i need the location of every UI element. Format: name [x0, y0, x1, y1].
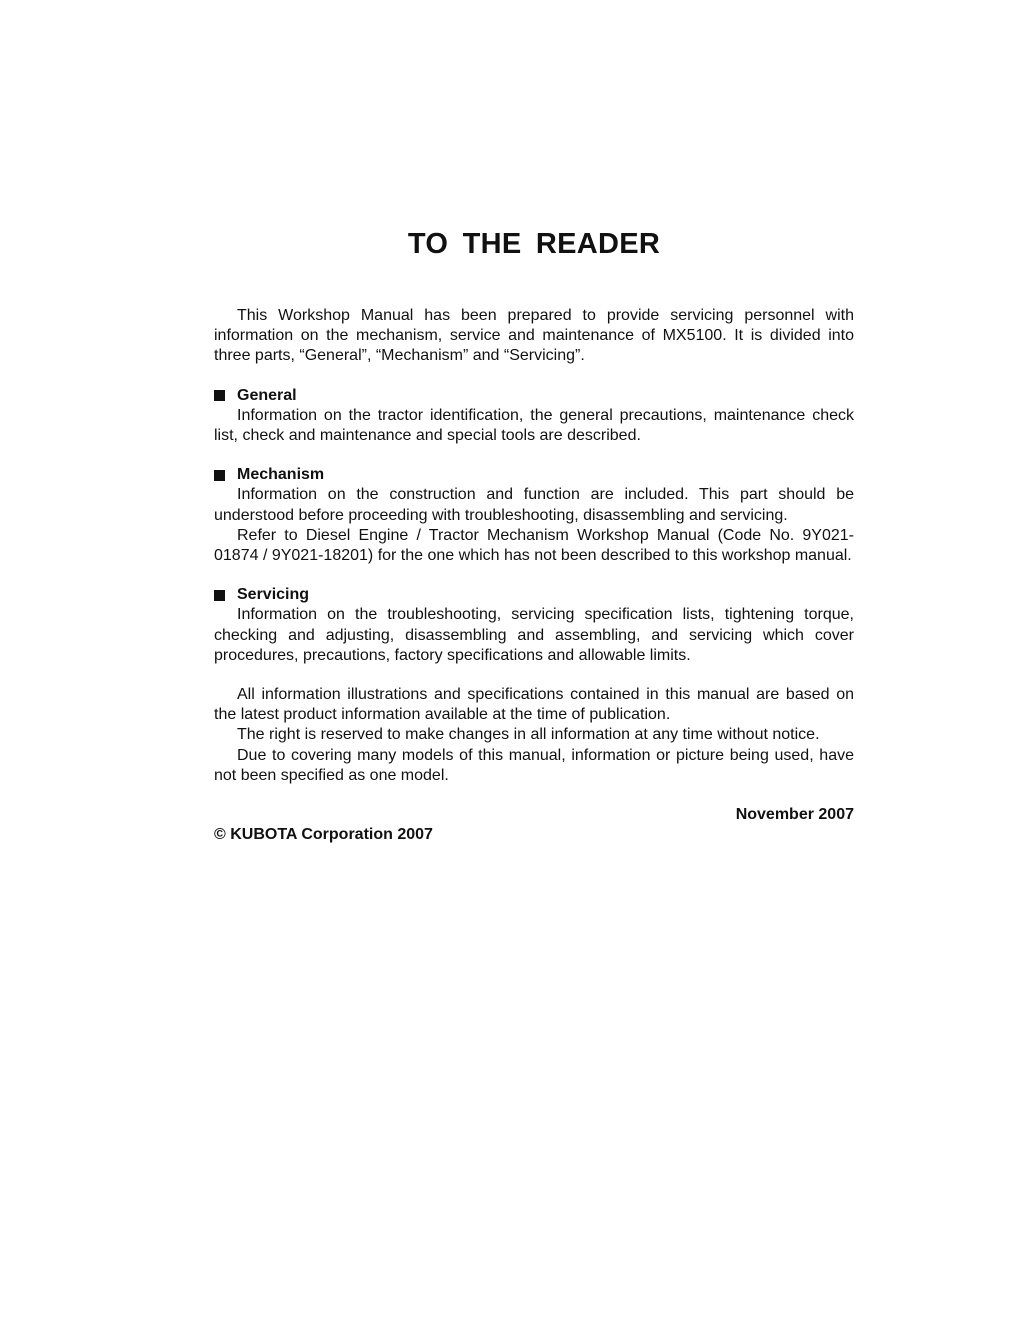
section-heading	[214, 465, 854, 485]
section-heading-label: Servicing	[237, 586, 310, 604]
section-mechanism	[214, 465, 854, 566]
square-bullet-icon	[214, 470, 225, 481]
section-heading	[214, 585, 854, 605]
section-paragraph: Information on the troubleshooting, servicing specification lists, tightening torque, checking and adjusting, disassembling and assembling, and servicing which cover procedures, precautions, factory specifications and allowable limits.	[214, 606, 854, 664]
closing-paragraph: Due to covering many models of this manual, information or picture being used, have not been specified as one model.	[214, 746, 854, 784]
section-heading	[214, 386, 854, 406]
section-servicing	[214, 585, 854, 666]
intro-paragraph: This Workshop Manual has been prepared to provide servicing personnel with information on the mechanism, service and maintenance of MX5100. It is divided into three parts, “General”, “Mechanism” and “Servicing”.	[214, 307, 854, 365]
closing-paragraph: The right is reserved to make changes in all information at any time without notice.	[237, 726, 820, 744]
square-bullet-icon	[214, 390, 225, 401]
publication-date: November 2007	[735, 806, 854, 824]
section-heading-label: Mechanism	[237, 466, 325, 484]
copyright-notice: © KUBOTA Corporation 2007	[214, 826, 433, 844]
square-bullet-icon	[214, 590, 225, 601]
section-general	[214, 386, 854, 447]
closing-notes	[214, 685, 854, 786]
page-title: TO THE READER	[407, 228, 661, 260]
section-paragraph: Information on the construction and function are included. This part should be understood before proceeding with troubleshooting, disassembling and servicing.	[214, 486, 854, 524]
closing-paragraph: All information illustrations and specifications contained in this manual are based on the latest product information available at the time of publication.	[214, 686, 854, 724]
section-heading-label: General	[237, 386, 297, 404]
page-content	[214, 306, 854, 845]
manual-page	[214, 0, 854, 1326]
section-paragraph: Information on the tractor identification, the general precautions, maintenance check list, check and maintenance and special tools are described.	[214, 406, 854, 444]
section-paragraph: Refer to Diesel Engine / Tractor Mechanism Workshop Manual (Code No. 9Y021-01874 / 9Y021-18201) for the one which has not been described to this workshop manual.	[214, 526, 854, 564]
